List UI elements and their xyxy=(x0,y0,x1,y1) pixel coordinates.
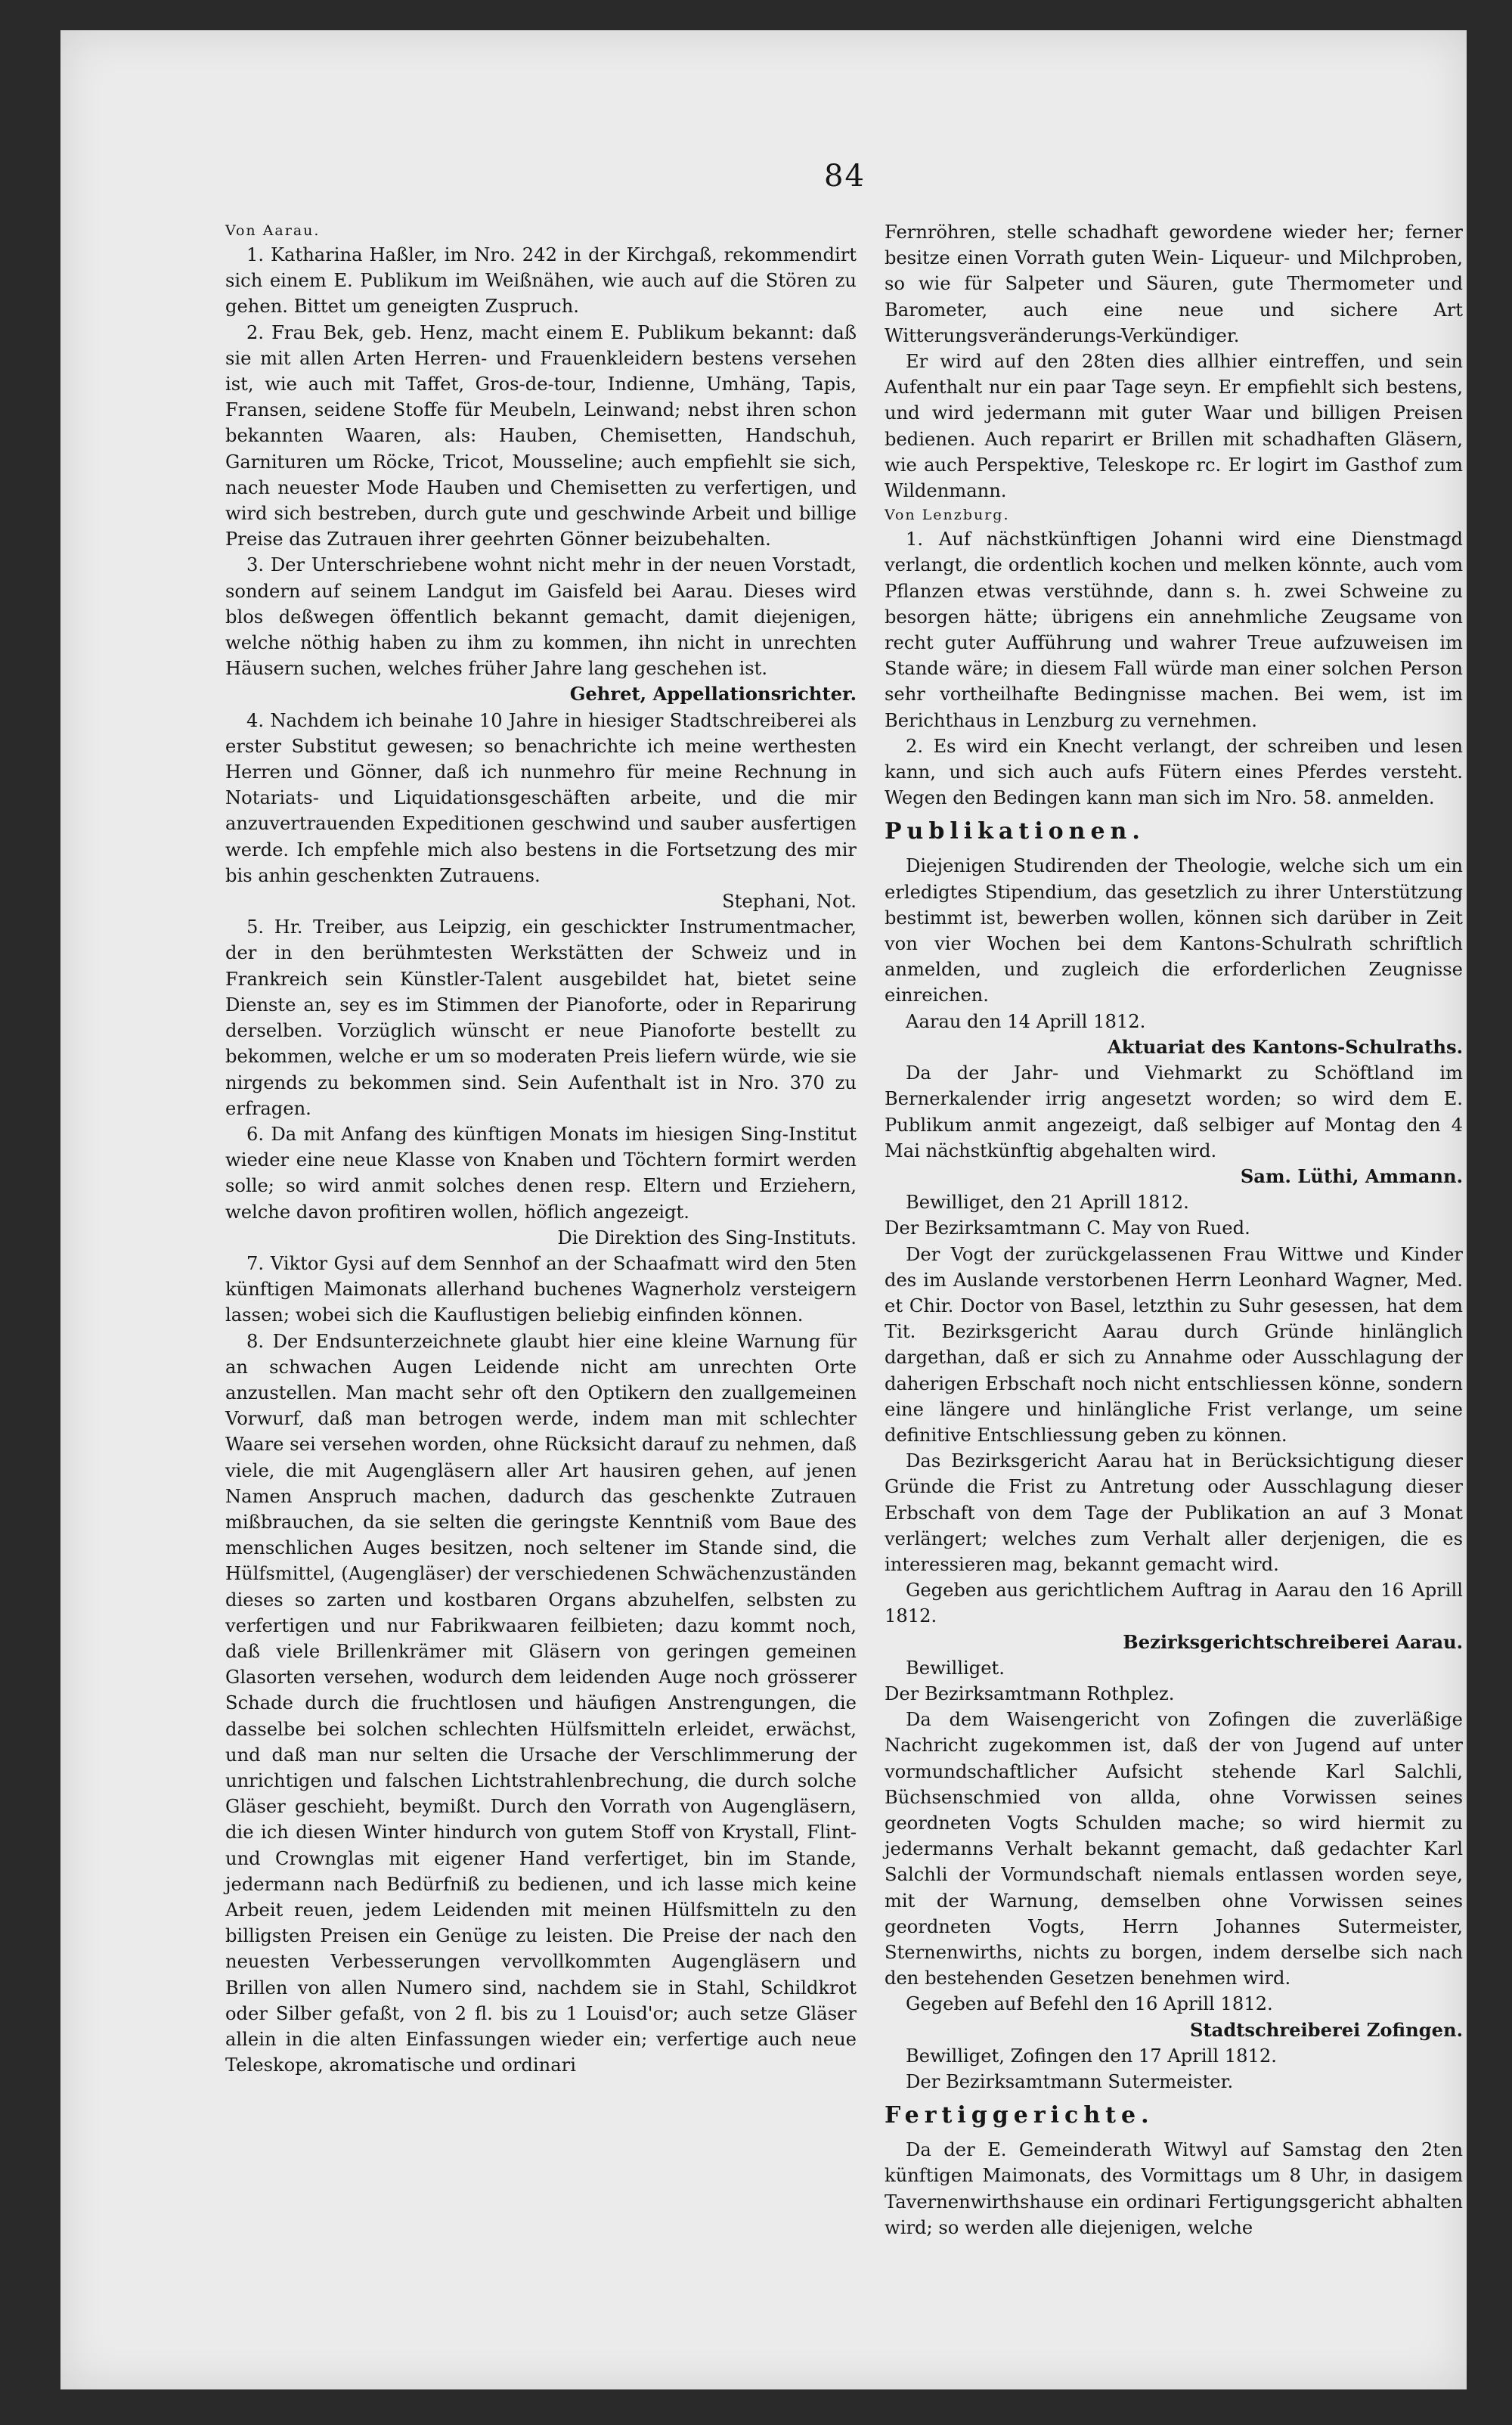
publication-1: Diejenigen Studirenden der Theologie, welche sich um ein erledigtes Stipendium, das gesetzlich zu ihrer Unterstützung bestimmt ist, bewerben wollen, können sich darüber in Zeit von vier Wochen bei dem Kantons-Schulrath schriftlich anmelden, und zugleich die erforderlichen Zeugnisse einreichen. xyxy=(885,855,1463,1006)
publication-1-signature: Aktuariat des Kantons-Schulraths. xyxy=(1107,1035,1463,1058)
publication-2-official: Der Bezirksamtmann C. May von Rued. xyxy=(885,1217,1250,1239)
lenzburg-notice-2: 2. Es wird ein Knecht verlangt, der schreiben und lesen kann, und sich auch aufs Fütern eines Pferdes versteht. Wegen den Bedingen kann man sich im Nro. 58. anmelden. xyxy=(885,735,1463,809)
left-column xyxy=(225,219,857,2078)
notice-8-continued-2: Er wird auf den 28ten dies allhier eintreffen, und sein Aufenthalt nur ein paar Tage seyn. Er empfiehlt sich bestens, und wird jedermann mit guter Waar und billigen Preisen bedienen. Auch reparirt er Brillen mit schadhaften Gläsern, wie auch Perspektive, Teleskope rc. Er logirt im Gasthof zum Wildenmann. xyxy=(885,351,1463,502)
notice-1: 1. Katharina Haßler, im Nro. 242 in der Kirchgaß, rekommendirt sich einem E. Publikum im Weißnähen, wie auch auf die Stören zu gehen. Bittet um geneigten Zuspruch. xyxy=(225,244,857,318)
signature-3: Gehret, Appellationsrichter. xyxy=(569,683,857,705)
publication-4-official: Der Bezirksamtmann Sutermeister. xyxy=(906,2071,1234,2093)
publication-3-official: Der Bezirksamtmann Rothplez. xyxy=(885,1682,1175,1704)
publication-3-approval: Bewilliget. xyxy=(906,1657,1005,1679)
publication-3-signature: Bezirksgerichtschreiberei Aarau. xyxy=(1123,1630,1463,1653)
publication-4-date: Gegeben auf Befehl den 16 Aprill 1812. xyxy=(906,1993,1273,2015)
publication-2-approval: Bewilliget, den 21 Aprill 1812. xyxy=(906,1192,1189,1214)
lenzburg-notice-1: 1. Auf nächstkünftigen Johanni wird eine Dienstmagd verlangt, die ordentlich kochen und melken könnte, auch vom Pflanzen etwas verstühnde, dann s. h. zwei Schweine zu besorgen hätte; übrigens ein annehmliche Zeugsame von recht guter Aufführung und wahrer Treue aufzuweisen im Stande wäre; in diesem Fall würde man einer solchen Person sehr vortheilhafte Bedingnisse machen. Bei wem, ist im Berichthaus in Lenzburg zu vernehmen. xyxy=(885,529,1463,731)
publication-4: Da dem Waisengericht von Zofingen die zuverläßige Nachricht zugekommen ist, daß der von Jugend auf unter vormundschaftlicher Aufsicht stehende Karl Salchli, Büchsenschmied von allda, ohne Vorwissen seines geordneten Vogts Schulden mache; so wird hiermit zu jedermanns Verhalt bekannt gemacht, daß gedachter Karl Salchli der Vormundschaft niemals entlassen worden seye, mit der Warnung, demselben ohne Vorwissen seines geordneten Vogts, Herrn Johannes Sutermeister, Sternenwirths, nichts zu borgen, indem derselbe sich nach den bestehenden Gesetzen benehmen wird. xyxy=(885,1709,1463,1989)
notice-7: 7. Viktor Gysi auf dem Sennhof an der Schaafmatt wird den 5ten künftigen Maimonats allerhand buchenes Wagnerholz versteigern lassen; wobei sich die Kauflustigen beliebig einfinden können. xyxy=(225,1252,857,1326)
publication-3: Der Vogt der zurückgelassenen Frau Wittwe und Kinder des im Auslande verstorbenen Herrn Leonhard Wagner, Med. et Chir. Doctor von Basel, letzthin zu Suhr gesessen, hat dem Tit. Bezirksgericht Aarau durch Gründe hinlänglich dargethan, daß er sich zu Annahme oder Ausschlagung der daherigen Erbschaft noch nicht entschliessen könne, sondern eine längere und hinlängliche Frist verlange, um seine definitive Entschliessung geben zu können. xyxy=(885,1243,1463,1446)
publication-3-c: Gegeben aus gerichtlichem Auftrag in Aarau den 16 Aprill 1812. xyxy=(885,1580,1463,1627)
notice-8: 8. Der Endsunterzeichnete glaubt hier eine kleine Warnung für an schwachen Augen Leidende nicht am unrechten Orte anzustellen. Man macht sehr oft den Optikern den zuallgemeinen Vorwurf, daß man betrogen werde, indem man mit schlechter Waare sei versehen worden, ohne Rücksicht darauf zu nehmen, daß viele, die mit Augengläsern aller Art hausiren gehen, auf jenen Namen Anspruch machen, dadurch das geschenkte Zutrauen mißbrauchen, da sie selten die geringste Kenntniß vom Baue des menschlichen Auges besitzen, noch seltener im Stande sind, die Hülfsmittel, (Augengläser) der verschiedenen Schwächenzuständen dieses so zarten und kostbaren Organs abzuhelfen, selbsten zu verfertigen und nur Fabrikwaaren feilbieten; dazu kommt noch, daß viele Brillenkrämer mit Gläsern von geringen gemeinen Glasorten versehen, wodurch dem leidenden Auge noch grösserer Schade durch die fruchtlosen und häufigen Anstrengungen, die dasselbe bei solchen schlechten Hülfsmitteln erleidet, erwächst, und daß man nur selten die Ursache der Verschlimmerung der unrichtigen und falschen Lichtstrahlenbrechung, die durch solche Gläser geschieht, beymißt. Durch den Vorrath von Augengläsern, die ich diesen Winter hindurch von gutem Stoff von Krystall, Flint- und Crownglas mit eigener Hand verfertiget, bin im Stande, jedermann nach Bedürfniß zu bedienen, und ich lasse mich keine Arbeit reuen, jedem Leidenden mit meinen Hülfsmitteln zu den billigsten Preisen ein Genüge zu leisten. Die Preise der nach den neuesten Verbesserungen vervollkommten Augengläsern und Brillen von allen Numero sind, nachdem sie in Stahl, Schildkrot oder Silber gefaßt, von 2 fl. bis zu 1 Louisd'or; auch setze Gläser allein in die alten Einfassungen wieder ein; verfertige auch neue Teleskope, akromatische und ordinari xyxy=(225,1330,857,2076)
publication-2: Da der Jahr- und Viehmarkt zu Schöftland im Bernerkalender irrig angesetzt worden; so wird dem E. Publikum anmit angezeigt, daß selbiger auf Montag den 4 Mai nächstkünftig abgehalten wird. xyxy=(885,1062,1463,1161)
notice-5: 5. Hr. Treiber, aus Leipzig, ein geschickter Instrumentmacher, der in den berühmtesten Werkstätten der Schweiz und in Frankreich sein Künstler-Talent ausgebildet hat, bietet seine Dienste an, sey es im Stimmen der Pianoforte, oder in Reparirung derselben. Vorzüglich wünscht er neue Pianoforte bestellt zu bekommen, welche er um so moderaten Preis liefern würde, wie sie nirgends zu bekommen sind. Sein Aufenthalt ist in Nro. 370 zu erfragen. xyxy=(225,916,857,1119)
publication-1-date: Aarau den 14 Aprill 1812. xyxy=(906,1010,1146,1032)
publication-4-approval: Bewilliget, Zofingen den 17 Aprill 1812. xyxy=(906,2045,1277,2067)
section-heading-lenzburg: Von Lenzburg. xyxy=(885,507,1010,524)
publication-4-signature: Stadtschreiberei Zofingen. xyxy=(1190,2018,1463,2041)
notice-8-continued: Fernröhren, stelle schadhaft gewordene wieder her; ferner besitze einen Vorrath guten Wein- Liqueur- und Milchproben, so wie für Salpeter und Säuren, gute Thermometer und Barometer, auch eine neue und sichere Art Witterungsveränderungs-Verkündiger. xyxy=(885,222,1463,346)
section-title-publikationen: Publikationen. xyxy=(885,818,1145,845)
notice-6: 6. Da mit Anfang des künftigen Monats im hiesigen Sing-Institut wieder eine neue Klasse von Knaben und Töchtern formirt werden solle; so wird anmit solches denen resp. Eltern und Erziehern, welche davon profitiren wollen, höflich angezeigt. xyxy=(225,1123,857,1223)
signature-4: Stephani, Not. xyxy=(722,891,857,913)
notice-2: 2. Frau Bek, geb. Henz, macht einem E. Publikum bekannt: daß sie mit allen Arten Herren- und Frauenkleidern bestens versehen ist, wie auch mit Taffet, Gros-de-tour, Indienne, Umhäng, Tapis, Fransen, seidene Stoffe für Meubeln, Leinwand; nebst ihren schon bekannten Waaren, als: Hauben, Chemisetten, Handschuh, Garnituren um Röcke, Tricot, Mousseline; auch empfiehlt sie sich, nach neuester Mode Hauben und Chemisetten zu verfertigen, und wird sich bestreben, durch gute und geschwinde Arbeit und billige Preise das Zutrauen ihrer geehrten Gönner beizubehalten. xyxy=(225,321,857,550)
fertiggericht-1: Da der E. Gemeinderath Witwyl auf Samstag den 2ten künftigen Maimonats, des Vormittags um 8 Uhr, in dasigem Tavernenwirthshause ein ordinari Fertigungsgericht abhalten wird; so werden alle diejenigen, welche xyxy=(885,2139,1463,2238)
newspaper-page xyxy=(60,30,1467,2389)
section-title-fertiggerichte: Fertiggerichte. xyxy=(885,2102,1154,2129)
publication-3-b: Das Bezirksgericht Aarau hat in Berücksichtigung dieser Gründe die Frist zu Antretung oder Ausschlagung dieser Erbschaft von dem Tage der Publikation an auf 3 Monat verlängert; welches zum Verhalt aller derjenigen, die es interessieren mag, bekannt gemacht wird. xyxy=(885,1450,1463,1575)
publication-2-signature: Sam. Lüthi, Ammann. xyxy=(1240,1164,1463,1187)
notice-3: 3. Der Unterschriebene wohnt nicht mehr in der neuen Vorstadt, sondern auf seinem Landgut im Gaisfeld bei Aarau. Dieses wird blos deßwegen öffentlich bekannt gemacht, damit diejenigen, welche nöthig haben zu ihm zu kommen, ihn nicht in unrechten Häusern suchen, welches früher Jahre lang geschehen ist. xyxy=(225,554,857,680)
signature-6: Die Direktion des Sing-Instituts. xyxy=(557,1226,857,1248)
notice-4: 4. Nachdem ich beinahe 10 Jahre in hiesiger Stadtschreiberei als erster Substitut gewesen; so benachrichte ich meine werthesten Herren und Gönner, daß ich nunmehro für meine Rechnung in Notariats- und Liquidationsgeschäften arbeite, und die mir anzuvertrauenden Expeditionen geschwind und sauber ausfertigen werde. Ich empfehle mich also bestens in die Fortsetzung des mir bis anhin geschenkten Zutrauens. xyxy=(225,709,857,886)
right-column xyxy=(885,219,1463,2240)
section-heading-aarau: Von Aarau. xyxy=(225,222,321,239)
page-number: 84 xyxy=(824,159,866,194)
